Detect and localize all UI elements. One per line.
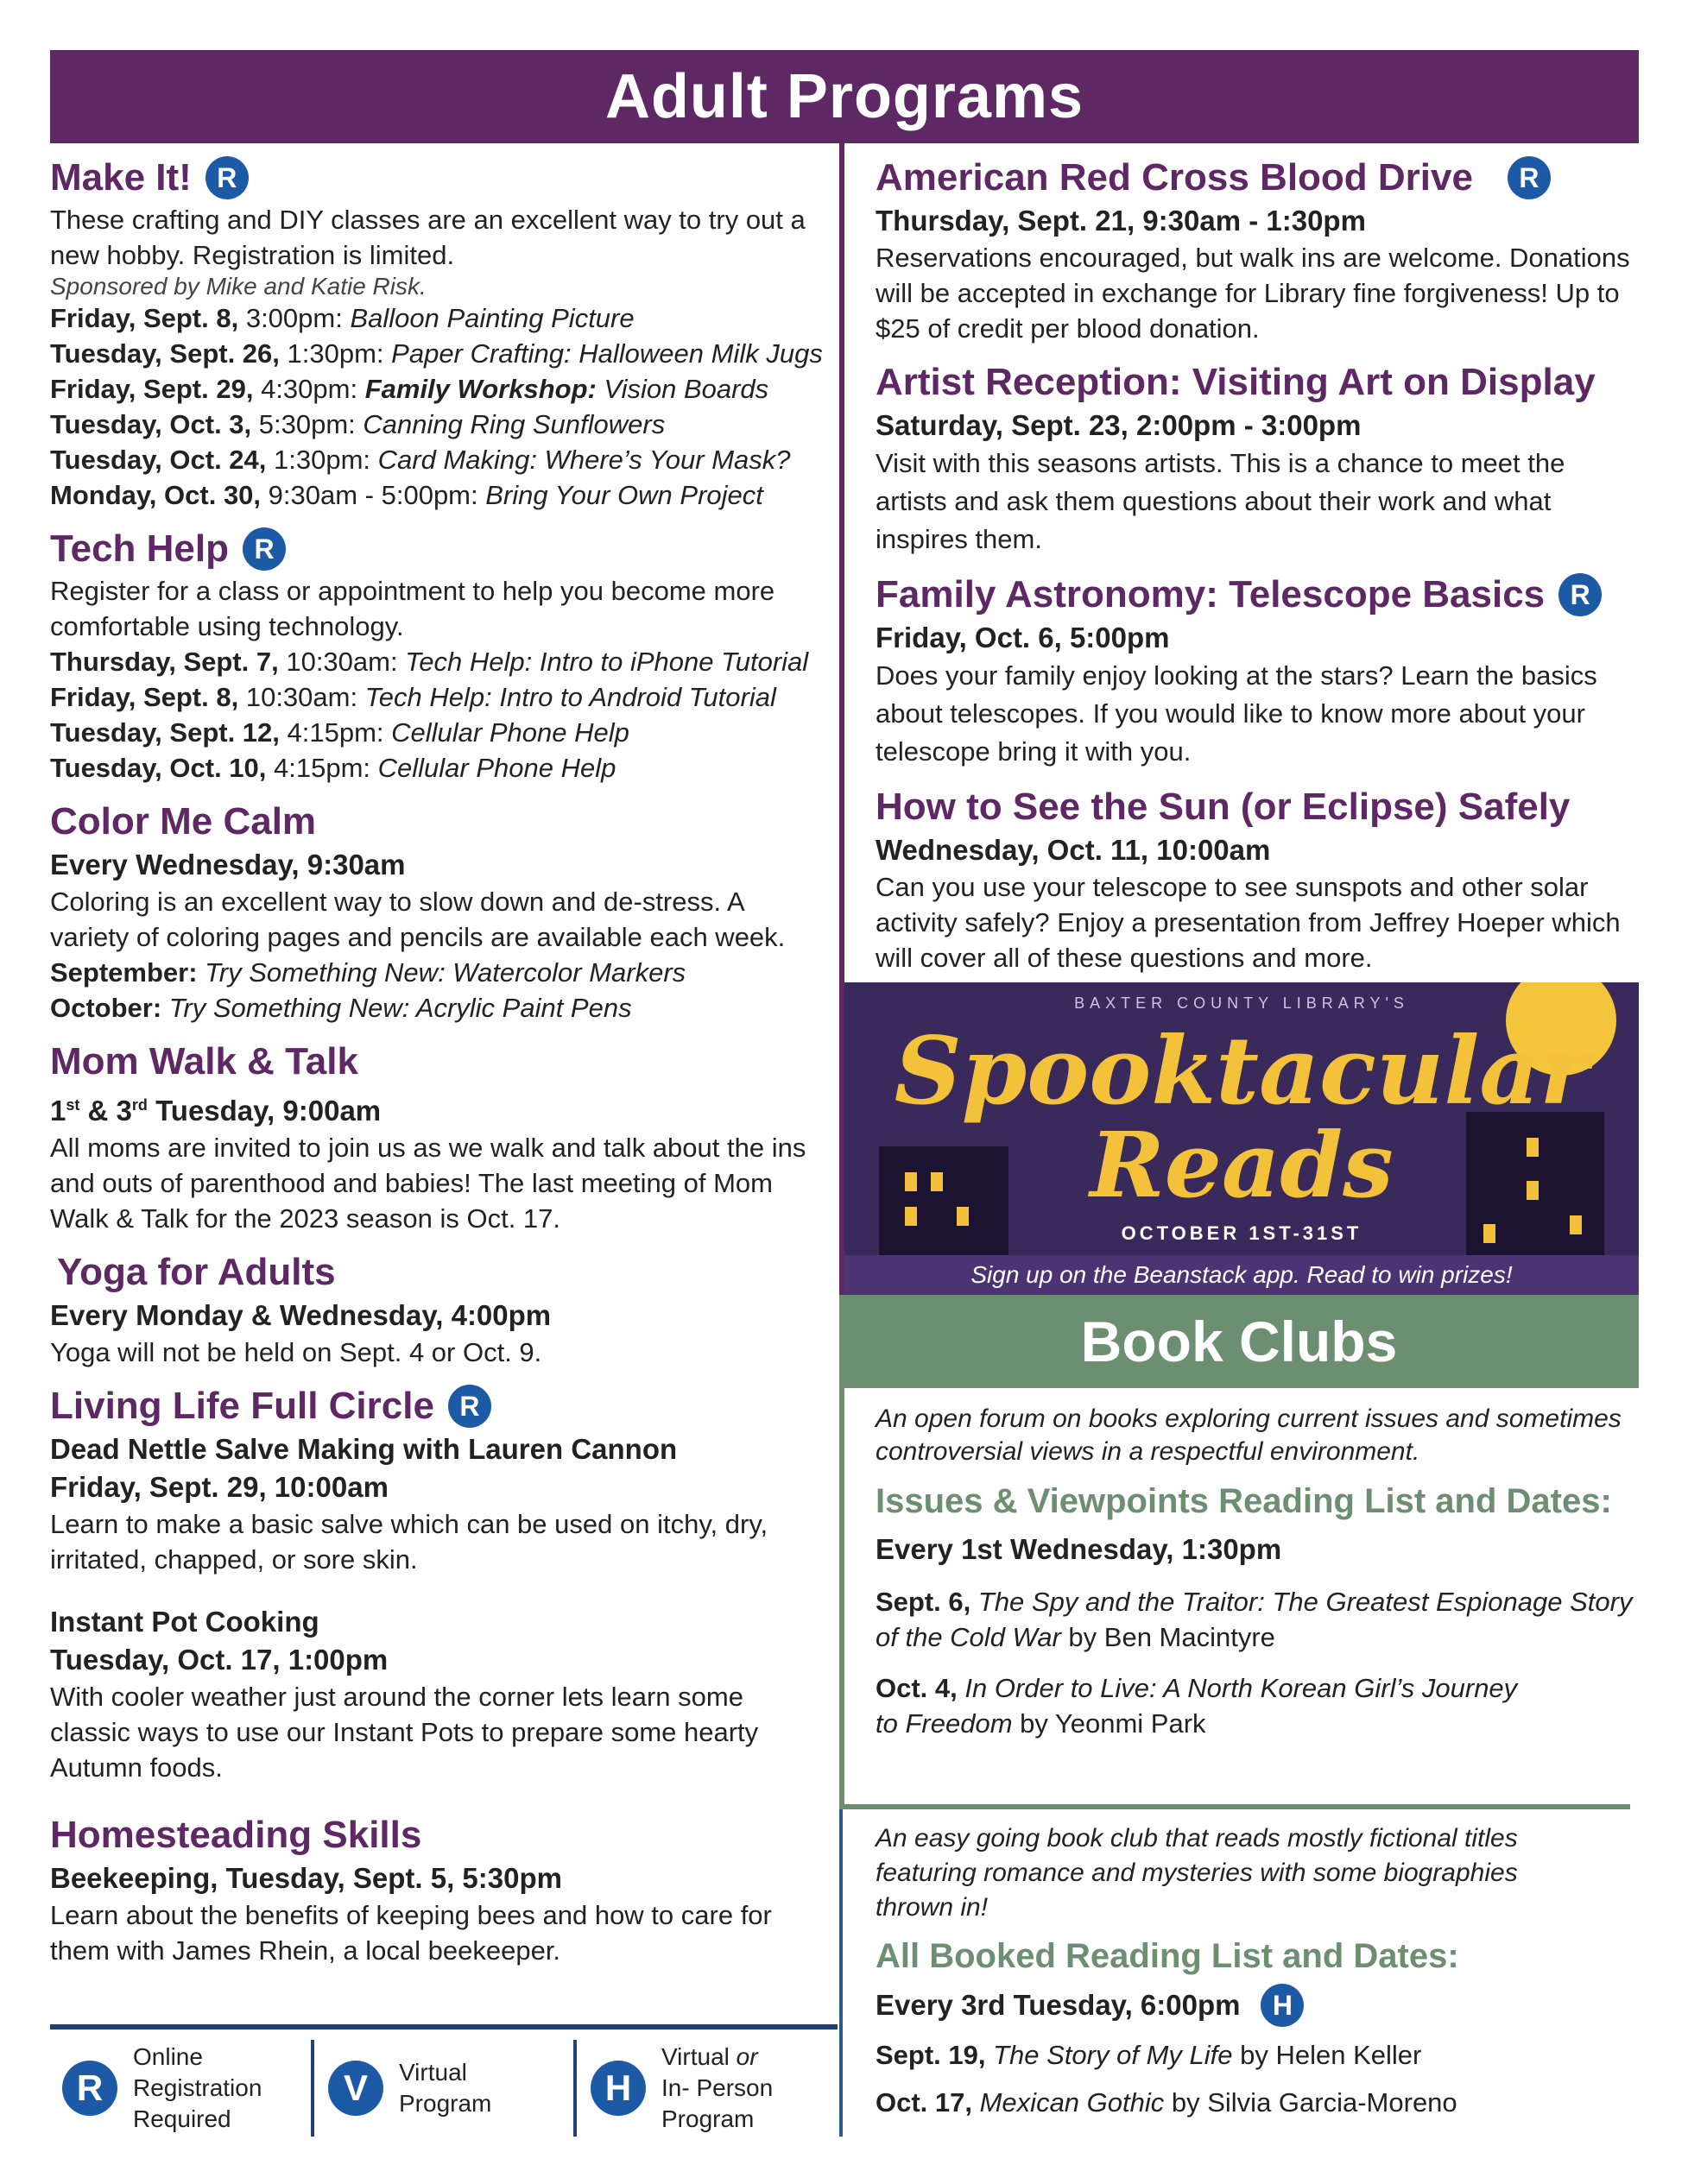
living-life-section xyxy=(50,1382,827,1785)
section-description: Learn about the benefits of keeping bees and how to care for them with James Rhein, a local beekeeper. xyxy=(50,1900,772,1966)
month-theme: September: Try Something New: Watercolor Markers xyxy=(50,957,686,988)
section-title: Artist Reception: Visiting Art on Display xyxy=(876,361,1596,403)
section-description: With cooler weather just around the corner lets learn some classic ways to use our Instant Pots to prepare some hearty Autumn foods. xyxy=(50,1682,759,1783)
book-entry: Sept. 6, The Spy and the Traitor: The Greatest Espionage Story of the Cold War by Ben Macintyre xyxy=(876,1587,1633,1652)
banner-title-line2: Reads xyxy=(1090,1112,1394,1218)
event-title: Dead Nettle Salve Making with Lauren Cannon xyxy=(50,1433,678,1465)
registration-required-icon: R xyxy=(243,527,286,571)
all-booked-section xyxy=(876,1821,1635,2120)
spooktacular-reads-banner xyxy=(844,982,1639,1295)
column-divider-blue xyxy=(839,1804,843,2137)
astronomy-section xyxy=(876,571,1635,771)
section-description: Visit with this seasons artists. This is a chance to meet the artists and ask them questions about their work and what inspires them. xyxy=(876,448,1565,554)
legend-item-registration: R Online Registration Required xyxy=(62,2040,262,2137)
registration-required-icon: R xyxy=(205,156,249,199)
schedule: Beekeeping, Tuesday, Sept. 5, 5:30pm xyxy=(50,1862,562,1894)
section-description: Can you use your telescope to see sunspots and other solar activity safely? Enjoy a presentation from Jeffrey Hoeper which will cover all of these questions and more. xyxy=(876,872,1621,973)
book-entry: Oct. 17, Mexican Gothic by Silvia Garcia-Moreno xyxy=(876,2087,1457,2118)
event-title: Instant Pot Cooking xyxy=(50,1606,319,1638)
section-title: Make It! R xyxy=(50,154,827,202)
icon-legend xyxy=(50,2024,838,2138)
legend-separator xyxy=(311,2040,314,2137)
mom-walk-section xyxy=(50,1038,827,1236)
section-description: Yoga will not be held on Sept. 4 or Oct. 9. xyxy=(50,1337,542,1367)
schedule: Every 1st Wednesday, 1:30pm xyxy=(876,1533,1282,1565)
section-title: Living Life Full Circle R xyxy=(50,1382,827,1430)
club-intro: An open forum on books exploring current issues and sometimes controversial views in a respectful environment. xyxy=(876,1404,1622,1466)
yoga-section xyxy=(50,1248,827,1370)
schedule: Wednesday, Oct. 11, 10:00am xyxy=(876,834,1271,866)
homesteading-section xyxy=(50,1811,827,1968)
section-title: Color Me Calm xyxy=(50,800,317,843)
registration-required-icon: R xyxy=(1508,156,1551,199)
section-description: All moms are invited to join us as we walk and talk about the ins and outs of parenthood and babies! The last meeting of Mom Walk & Talk for the 2023 season is Oct. 17. xyxy=(50,1133,806,1234)
book-entry: Sept. 19, The Story of My Life by Helen Keller xyxy=(876,2040,1422,2070)
schedule: Friday, Sept. 29, 10:00am xyxy=(50,1471,389,1503)
book-entry: Oct. 4, In Order to Live: A North Korean Girl’s Journey to Freedom by Yeonmi Park xyxy=(876,1673,1518,1739)
section-title: Mom Walk & Talk xyxy=(50,1040,358,1083)
section-description: Reservations encouraged, but walk ins are welcome. Donations will be accepted in exchange for Library fine forgiveness! Up to $25 of credit per blood donation. xyxy=(876,243,1630,344)
page-banner: Adult Programs xyxy=(50,50,1639,143)
legend-item-hybrid: H Virtual or In- Person Program xyxy=(591,2040,773,2137)
book-clubs-section xyxy=(876,1403,1635,1741)
schedule: 1st & 3rd Tuesday, 9:00am xyxy=(50,1095,382,1127)
section-description: These crafting and DIY classes are an excellent way to try out a new hobby. Registration is limited. xyxy=(50,205,806,270)
banner-top-text: BAXTER COUNTY LIBRARY'S xyxy=(1074,994,1409,1012)
legend-separator xyxy=(573,2040,577,2137)
session-line: Tuesday, Oct. 10, 4:15pm: Cellular Phone Help xyxy=(50,753,616,783)
virtual-program-icon: V xyxy=(328,2061,383,2116)
hybrid-program-icon: H xyxy=(1261,1984,1304,2027)
banner-strip: Sign up on the Beanstack app. Read to win prizes! xyxy=(844,1255,1639,1295)
sun-section xyxy=(876,783,1635,975)
hybrid-program-icon: H xyxy=(591,2061,646,2116)
schedule: Thursday, Sept. 21, 9:30am - 1:30pm xyxy=(876,205,1366,237)
section-description: Learn to make a basic salve which can be used on itchy, dry, irritated, chapped, or sore skin. xyxy=(50,1509,768,1575)
schedule: Every 3rd Tuesday, 6:00pm H xyxy=(876,1984,1635,2027)
session-line: Tuesday, Sept. 26, 1:30pm: Paper Crafting: Halloween Milk Jugs xyxy=(50,338,823,369)
legend-item-virtual: V Virtual Program xyxy=(328,2040,491,2137)
book-club-divider xyxy=(839,1804,1630,1809)
schedule: Saturday, Sept. 23, 2:00pm - 3:00pm xyxy=(876,409,1362,441)
schedule: Every Wednesday, 9:30am xyxy=(50,849,406,881)
color-me-calm-section xyxy=(50,798,827,1026)
section-description: Register for a class or appointment to help you become more comfortable using technology. xyxy=(50,576,775,641)
reading-list-title: Issues & Viewpoints Reading List and Dates: xyxy=(876,1482,1612,1520)
schedule: Every Monday & Wednesday, 4:00pm xyxy=(50,1299,552,1331)
right-column xyxy=(876,154,1635,975)
registration-required-icon: R xyxy=(448,1385,491,1428)
artist-reception-section xyxy=(876,358,1635,559)
section-title: Family Astronomy: Telescope Basics R xyxy=(876,571,1635,619)
session-line: Tuesday, Oct. 3, 5:30pm: Canning Ring Sunflowers xyxy=(50,409,666,439)
sponsor-note: Sponsored by Mike and Katie Risk. xyxy=(50,273,427,300)
session-line: Thursday, Sept. 7, 10:30am: Tech Help: Intro to iPhone Tutorial xyxy=(50,647,809,677)
banner-title-line1: Spooktacular xyxy=(894,1017,1590,1126)
banner-dates: OCTOBER 1ST-31ST xyxy=(1121,1222,1362,1244)
registration-required-icon: R xyxy=(1558,573,1602,616)
section-title: Homesteading Skills xyxy=(50,1814,422,1856)
section-title: How to See the Sun (or Eclipse) Safely xyxy=(876,786,1571,828)
session-line: Friday, Sept. 8, 3:00pm: Balloon Painting Picture xyxy=(50,303,635,333)
book-clubs-banner: Book Clubs xyxy=(839,1295,1639,1388)
session-line: Monday, Oct. 30, 9:30am - 5:00pm: Bring Your Own Project xyxy=(50,480,763,510)
registration-required-icon: R xyxy=(62,2061,117,2116)
make-it-section xyxy=(50,154,827,513)
session-line: Friday, Sept. 29, 4:30pm: Family Workshop: Vision Boards xyxy=(50,374,769,404)
session-line: Friday, Sept. 8, 10:30am: Tech Help: Intro to Android Tutorial xyxy=(50,682,776,712)
schedule: Tuesday, Oct. 17, 1:00pm xyxy=(50,1644,389,1676)
section-description: Coloring is an excellent way to slow down and de-stress. A variety of coloring pages and pencils are available each week. xyxy=(50,887,786,952)
month-theme: October: Try Something New: Acrylic Paint Pens xyxy=(50,993,632,1023)
club-intro: An easy going book club that reads mostly fictional titles featuring romance and mysteries with some biographies thrown in! xyxy=(876,1824,1518,1922)
legend-rule xyxy=(50,2024,838,2029)
section-description: Does your family enjoy looking at the stars? Learn the basics about telescopes. If you would like to know more about your telescope bring it with you. xyxy=(876,660,1597,767)
blood-drive-section xyxy=(876,154,1635,346)
session-line: Tuesday, Oct. 24, 1:30pm: Card Making: Where’s Your Mask? xyxy=(50,445,791,475)
schedule: Friday, Oct. 6, 5:00pm xyxy=(876,622,1170,653)
section-title: Yoga for Adults xyxy=(57,1251,336,1293)
section-title: American Red Cross Blood Drive R xyxy=(876,154,1635,202)
reading-list-title: All Booked Reading List and Dates: xyxy=(876,1937,1459,1975)
section-title: Tech Help R xyxy=(50,525,827,573)
left-column xyxy=(50,154,827,1968)
session-line: Tuesday, Sept. 12, 4:15pm: Cellular Phone Help xyxy=(50,717,629,748)
tech-help-section xyxy=(50,525,827,786)
